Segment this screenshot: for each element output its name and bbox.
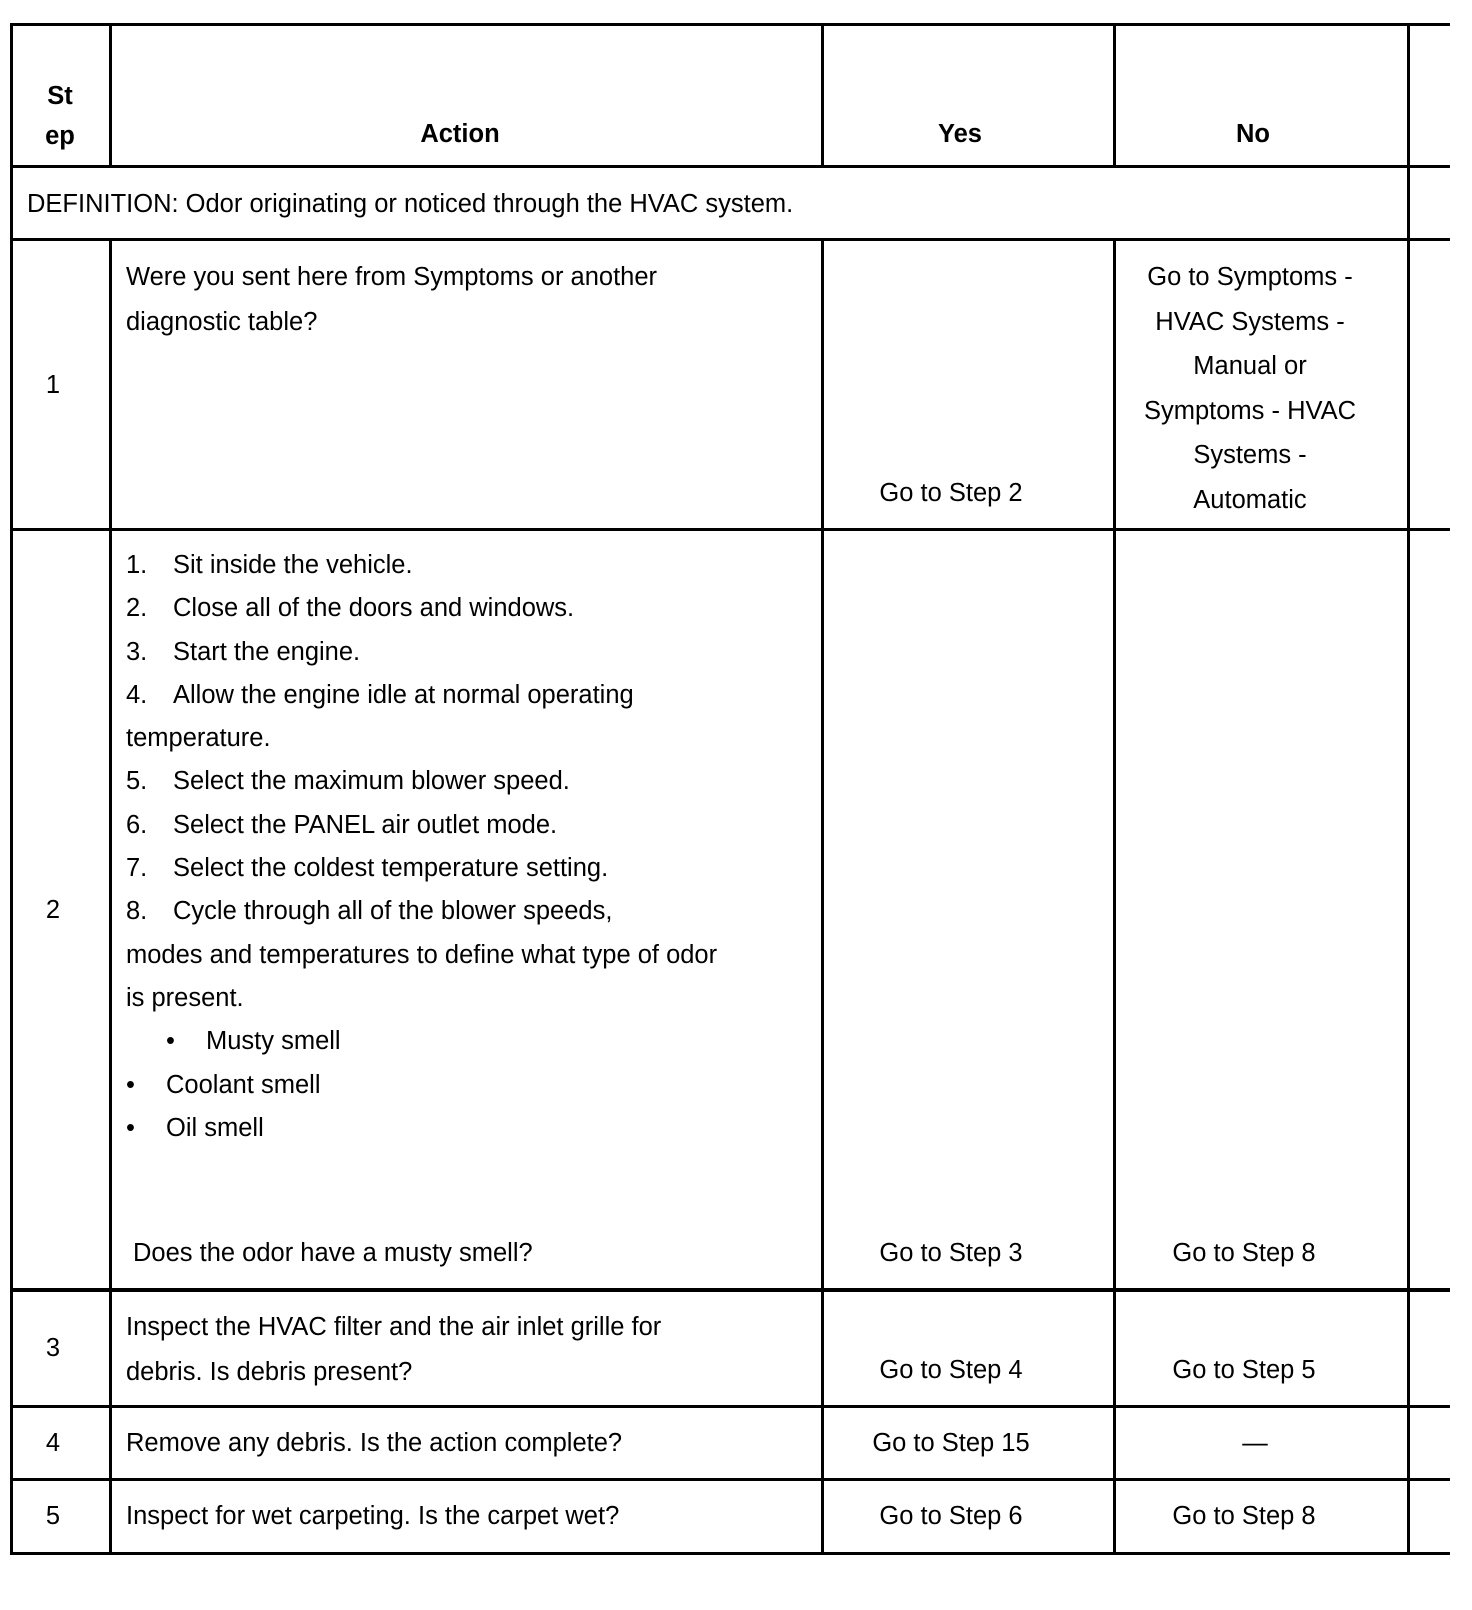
header-step (12, 76, 108, 156)
definition-text: DEFINITION: Odor originating or noticed through the HVAC system. (27, 190, 794, 218)
no-line: Systems - (1193, 441, 1307, 469)
row4-bottom-border (10, 1478, 1450, 1481)
yes-result: Go to Step 2 (879, 479, 1023, 507)
row3-bottom-border (10, 1405, 1450, 1408)
action-text: Inspect for wet carpeting. Is the carpet wet? (126, 1502, 620, 1530)
step-number: 1 (45, 371, 61, 399)
list-text: Sit inside the vehicle. (173, 551, 413, 579)
list-item (126, 587, 806, 630)
no-result (1116, 255, 1384, 522)
list-item (126, 717, 806, 760)
header-no: No (1236, 120, 1270, 148)
action-line: diagnostic table? (126, 307, 318, 336)
bullet-icon: • (126, 1113, 135, 1142)
list-number: 2. (126, 594, 148, 623)
bullet-icon: • (166, 1027, 175, 1056)
list-text: Close all of the doors and windows. (173, 594, 575, 623)
no-result: — (1242, 1429, 1268, 1457)
list-item (126, 934, 806, 977)
list-text: Select the PANEL air outlet mode. (173, 810, 558, 839)
list-number: 1. (126, 551, 148, 579)
no-result: Go to Step 5 (1172, 1356, 1316, 1384)
no-result: Go to Step 8 (1172, 1502, 1316, 1530)
table-top-border (10, 23, 1450, 26)
no-line: Automatic (1193, 485, 1307, 514)
list-text: Start the engine. (173, 637, 361, 666)
yes-result: Go to Step 15 (872, 1429, 1030, 1457)
list-text: is present. (126, 983, 244, 1012)
definition-bottom-border (10, 238, 1450, 241)
list-number: 4. (126, 680, 148, 709)
bullet-text: Oil smell (166, 1113, 264, 1142)
list-text: Cycle through all of the blower speeds, (173, 897, 613, 926)
step-number: 3 (45, 1334, 61, 1362)
yes-result: Go to Step 4 (879, 1356, 1023, 1384)
list-item (126, 804, 806, 847)
row2-bottom-border (10, 1288, 1450, 1292)
no-line: Symptoms - HVAC (1143, 396, 1357, 425)
list-text: Allow the engine idle at normal operating (173, 680, 634, 709)
action-line: Were you sent here from Symptoms or another (126, 263, 658, 291)
bullet-item (126, 1107, 806, 1150)
action-steps-list (126, 544, 806, 1150)
list-text: temperature. (126, 724, 271, 753)
action-line: Inspect the HVAC filter and the air inlet grille for (126, 1313, 662, 1341)
step-number: 5 (45, 1502, 61, 1530)
step-number: 2 (45, 896, 61, 924)
list-number: 5. (126, 767, 148, 796)
action-text: Remove any debris. Is the action complete? (126, 1429, 623, 1457)
list-number: 6. (126, 810, 148, 839)
list-number: 8. (126, 897, 148, 926)
list-item (126, 631, 806, 674)
list-item (126, 977, 806, 1020)
action-text (126, 255, 806, 344)
header-step-line1: St (47, 82, 73, 110)
no-line: HVAC Systems - (1155, 307, 1345, 336)
bullet-item (126, 1020, 806, 1063)
col-divider (109, 238, 112, 1555)
header-action: Action (420, 120, 500, 148)
list-text: Select the maximum blower speed. (173, 767, 570, 796)
action-line: debris. Is debris present? (126, 1357, 413, 1386)
list-item (126, 674, 806, 717)
list-item (126, 847, 806, 890)
question-text: Does the odor have a musty smell? (133, 1239, 533, 1267)
step-number: 4 (45, 1429, 61, 1457)
list-number: 3. (126, 637, 148, 666)
list-text: modes and temperatures to define what type of odor (126, 940, 718, 969)
no-line: Go to Symptoms - (1147, 263, 1353, 291)
header-yes: Yes (938, 120, 982, 148)
table-bottom-border (10, 1552, 1450, 1555)
list-item (126, 544, 806, 587)
no-line: Manual or (1193, 352, 1307, 380)
list-number: 7. (126, 854, 148, 883)
header-step-line2: ep (45, 122, 75, 150)
bullet-text: Coolant smell (166, 1070, 321, 1099)
list-item (126, 760, 806, 803)
table-right-border (1407, 23, 1410, 1555)
bullet-text: Musty smell (206, 1027, 341, 1056)
yes-result: Go to Step 6 (879, 1502, 1023, 1530)
list-text: Select the coldest temperature setting. (173, 854, 609, 883)
no-result: Go to Step 8 (1172, 1239, 1316, 1267)
list-item (126, 890, 806, 933)
yes-result: Go to Step 3 (879, 1239, 1023, 1267)
header-bottom-border (10, 165, 1450, 168)
action-text (126, 1305, 806, 1394)
bullet-item (126, 1064, 806, 1107)
row1-bottom-border (10, 528, 1450, 531)
bullet-icon: • (126, 1070, 135, 1099)
